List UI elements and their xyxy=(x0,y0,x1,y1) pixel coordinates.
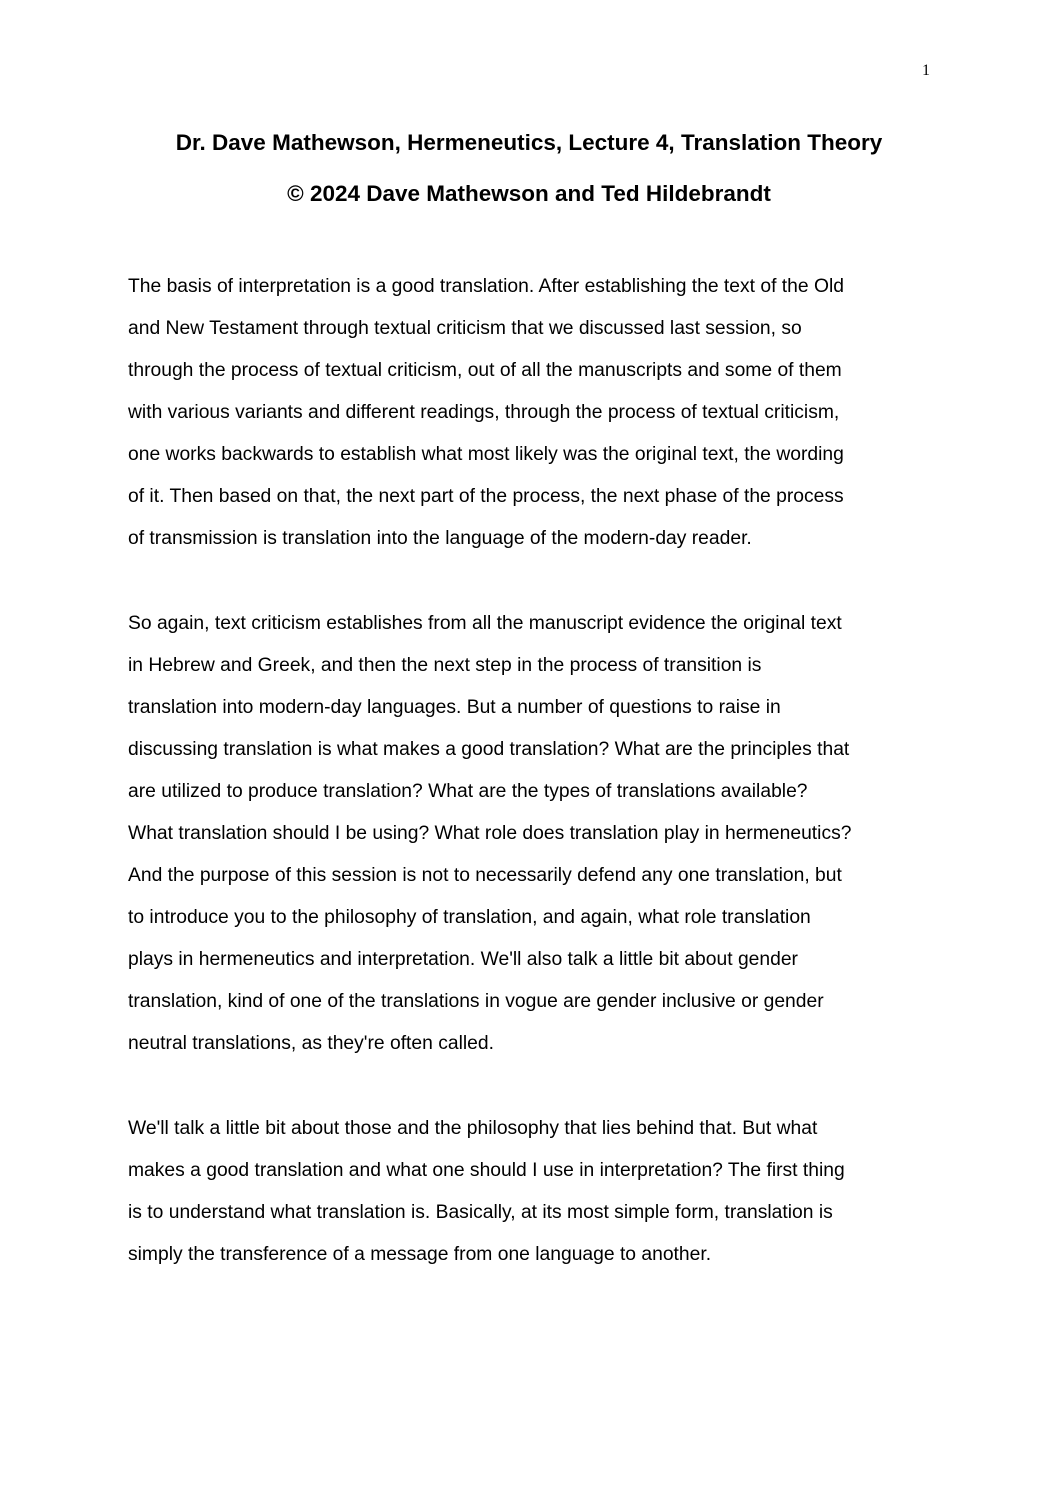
text-line: of transmission is translation into the language of the modern-day reader. xyxy=(128,528,752,549)
text-line: are utilized to produce translation? What are the types of translations available? xyxy=(128,781,808,802)
page-number: 1 xyxy=(922,62,930,79)
paragraph-2 xyxy=(128,603,851,1065)
paragraph-3 xyxy=(128,1108,845,1276)
text-line: through the process of textual criticism, out of all the manuscripts and some of them xyxy=(128,360,842,381)
text-line: So again, text criticism establishes from all the manuscript evidence the original text xyxy=(128,613,842,634)
text-line: And the purpose of this session is not to necessarily defend any one translation, but xyxy=(128,865,842,886)
text-line: translation, kind of one of the translations in vogue are gender inclusive or gender xyxy=(128,991,824,1012)
text-line: neutral translations, as they're often called. xyxy=(128,1033,494,1054)
text-line: is to understand what translation is. Basically, at its most simple form, translation is xyxy=(128,1202,833,1223)
text-line: to introduce you to the philosophy of translation, and again, what role translation xyxy=(128,907,811,928)
text-line: plays in hermeneutics and interpretation. We'll also talk a little bit about gender xyxy=(128,949,798,970)
document-title: Dr. Dave Mathewson, Hermeneutics, Lecture 4, Translation Theory xyxy=(175,130,883,155)
paragraph-1 xyxy=(128,266,844,560)
text-line: translation into modern-day languages. But a number of questions to raise in xyxy=(128,697,781,718)
text-line: discussing translation is what makes a good translation? What are the principles that xyxy=(128,739,850,760)
text-line: What translation should I be using? What role does translation play in hermeneutics? xyxy=(128,823,852,844)
text-line: and New Testament through textual criticism that we discussed last session, so xyxy=(128,318,802,339)
copyright-line: © 2024 Dave Mathewson and Ted Hildebrandt xyxy=(287,181,771,206)
text-line: The basis of interpretation is a good translation. After establishing the text of the Old xyxy=(128,276,844,297)
text-line: in Hebrew and Greek, and then the next step in the process of transition is xyxy=(128,655,762,676)
text-line: makes a good translation and what one should I use in interpretation? The first thing xyxy=(128,1160,845,1181)
text-line: simply the transference of a message from one language to another. xyxy=(128,1244,712,1265)
text-line: with various variants and different readings, through the process of textual criticism, xyxy=(128,402,840,423)
text-line: of it. Then based on that, the next part of the process, the next phase of the process xyxy=(128,486,844,507)
text-line: We'll talk a little bit about those and the philosophy that lies behind that. But what xyxy=(128,1118,818,1139)
text-line: one works backwards to establish what most likely was the original text, the wording xyxy=(128,444,844,465)
